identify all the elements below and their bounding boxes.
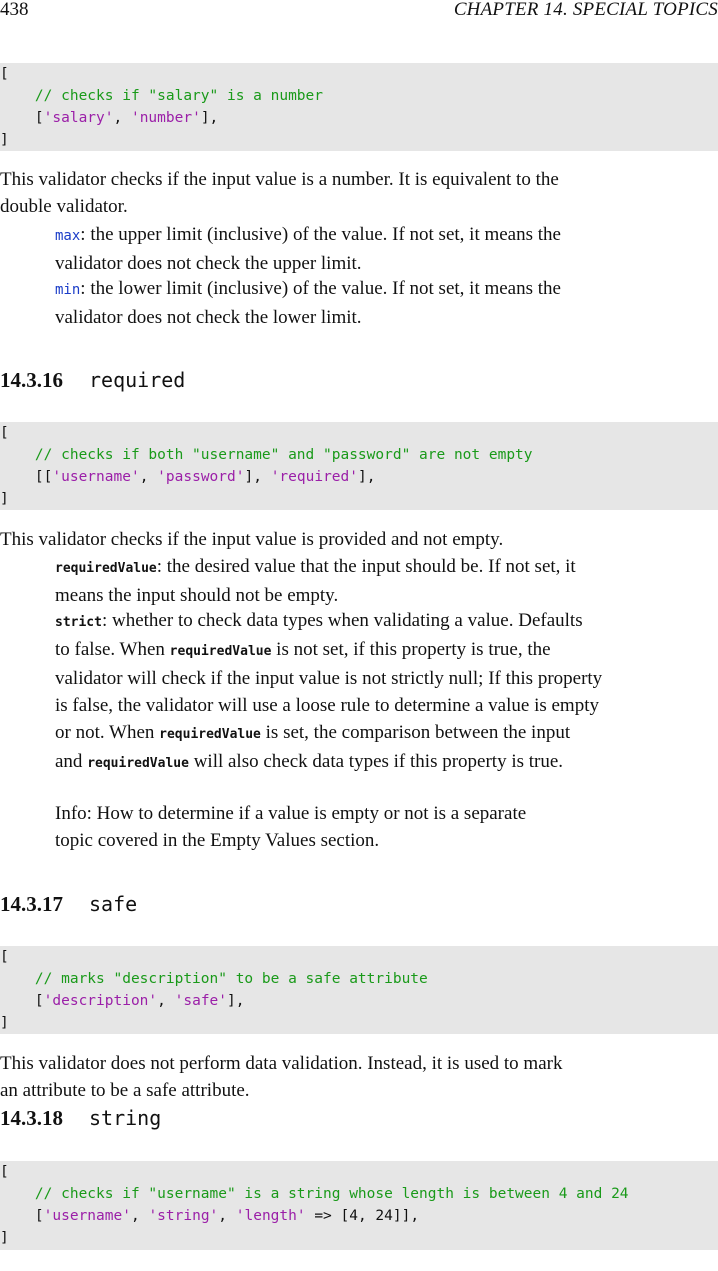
text-line: double validator.	[0, 196, 128, 217]
section-heading-required	[0, 368, 185, 392]
text-line: an attribute to be a safe attribute.	[0, 1080, 250, 1101]
number-description	[0, 166, 718, 220]
param-keyword: requiredValue	[55, 561, 157, 576]
param-keyword: strict	[55, 615, 102, 630]
code-string: 'safe'	[174, 993, 228, 1009]
code-line: [	[0, 425, 9, 441]
text-line: This validator does not perform data validation. Instead, it is used to mark	[0, 1053, 563, 1074]
code-comment: // marks "description" to be a safe attribute	[0, 971, 428, 987]
chapter-title: CHAPTER 14. SPECIAL TOPICS	[453, 0, 718, 20]
code-string: 'username'	[43, 1208, 131, 1224]
strict-param: strict: whether to check data types when validating a value. Defaults to false. When requiredValue is not set, if this property is true, the validator will check if the input value is not strictly null; If this property is false, the validator will use a loose rule to determine a value is empty or not. When requiredValue is set, the comparison between the input and requiredValue will also check data types if this property is true.	[55, 610, 603, 772]
code-comment: // checks if both "username" and "password" are not empty	[0, 447, 533, 463]
section-number: 14.3.17	[0, 892, 63, 916]
safe-description	[0, 1050, 718, 1104]
section-name: string	[89, 1106, 162, 1130]
code-line: [	[0, 66, 9, 82]
param-keyword: max	[55, 228, 81, 244]
section-number: 14.3.16	[0, 368, 63, 392]
section-heading-safe	[0, 892, 137, 916]
min-param: min: the lower limit (inclusive) of the value. If not set, it means the validator does not check the lower limit.	[55, 278, 561, 328]
code-line: ['username', 'string', 'length' => [4, 24]],	[0, 1208, 420, 1224]
code-line: ]	[0, 1015, 9, 1031]
code-string: 'number'	[130, 110, 201, 126]
section-name: safe	[89, 892, 138, 916]
code-line: [	[0, 1164, 9, 1180]
code-line: ['description', 'safe'],	[0, 993, 245, 1009]
code-block-required	[0, 422, 718, 510]
required-description: This validator checks if the input value is provided and not empty.	[0, 529, 504, 550]
code-block-safe	[0, 946, 718, 1034]
section-number: 14.3.18	[0, 1106, 63, 1130]
code-string: 'length'	[235, 1208, 306, 1224]
code-line: ]	[0, 491, 9, 507]
code-comment: // checks if "username" is a string whose length is between 4 and 24	[0, 1186, 629, 1202]
code-string: 'password'	[157, 469, 245, 485]
code-comment: // checks if "salary" is a number	[0, 88, 324, 104]
text-line: This validator checks if the input value is a number. It is equivalent to the	[0, 169, 559, 190]
code-string: 'string'	[148, 1208, 219, 1224]
code-string: 'salary'	[43, 110, 114, 126]
code-line: [['username', 'password'], 'required'],	[0, 469, 376, 485]
code-string: 'required'	[270, 469, 358, 485]
page-number: 438	[0, 0, 29, 20]
code-block-string	[0, 1161, 718, 1250]
code-line: [	[0, 949, 9, 965]
required-value-param: requiredValue: the desired value that the input should be. If not set, it means the input should not be empty.	[55, 556, 576, 606]
code-block-number	[0, 63, 718, 151]
code-string: 'description'	[43, 993, 158, 1009]
max-param: max: the upper limit (inclusive) of the value. If not set, it means the validator does not check the upper limit.	[55, 224, 561, 274]
running-header	[0, 0, 718, 22]
code-line: ]	[0, 132, 9, 148]
code-line: ['salary', 'number'],	[34, 110, 219, 126]
code-string: 'username'	[52, 469, 140, 485]
code-line: ]	[0, 1230, 9, 1246]
section-heading-string	[0, 1106, 161, 1130]
info-note: Info: How to determine if a value is empty or not is a separate topic covered in the Empty Values section.	[55, 803, 527, 851]
param-keyword: min	[55, 282, 81, 298]
section-name: required	[89, 368, 186, 392]
